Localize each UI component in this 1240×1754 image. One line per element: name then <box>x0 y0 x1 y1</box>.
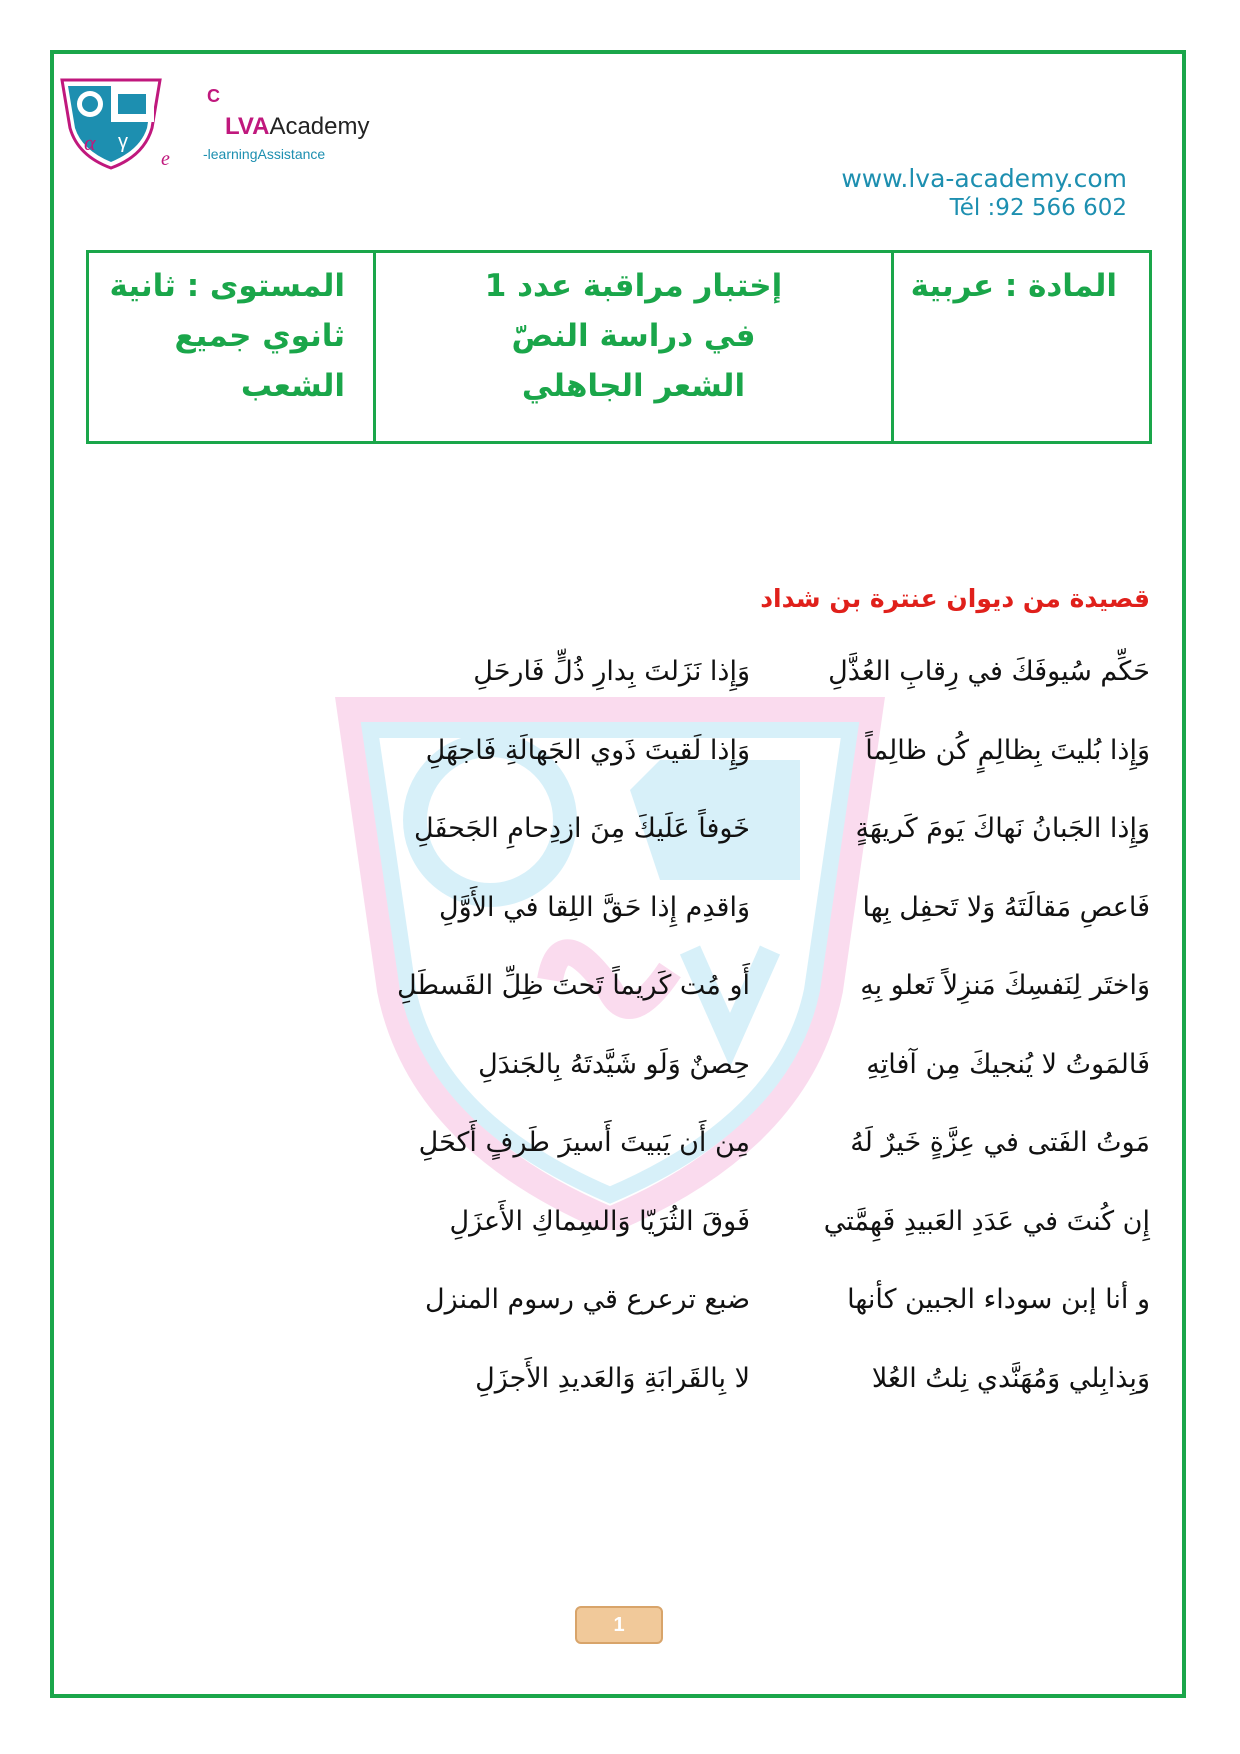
verse-first-hemistich: وَإِذا الجَبانُ نَهاكَ يَومَ كَريهَةٍ <box>855 813 1150 844</box>
exam-title-cell <box>373 253 891 441</box>
brand-lva: LVA <box>225 113 270 140</box>
subject-cell <box>891 253 1149 441</box>
brand-c-letter: C <box>207 86 220 106</box>
verse-first-hemistich: وَبِذابِلي وَمُهَنَّدي نِلتُ العُلا <box>871 1362 1150 1394</box>
verse <box>0 1284 1240 1363</box>
brand-academy: Academy <box>269 113 370 140</box>
brand-name <box>225 113 369 141</box>
phone-number: Tél :92 566 602 <box>949 195 1127 221</box>
subject-label: المادة : عربية <box>910 268 1117 304</box>
verse-second-hemistich: ضبع ترعرع قي رسوم المنزل <box>424 1284 750 1315</box>
exam-info-table <box>86 250 1152 444</box>
verse-second-hemistich: وَإِذا لَقيتَ ذَوي الجَهالَةِ فَاجهَلِ <box>425 734 750 766</box>
verse-second-hemistich: وَإِذا نَزَلتَ بِدارِ ذُلٍّ فَارحَلِ <box>473 656 750 687</box>
website-url: www.lva-academy.com <box>841 164 1127 193</box>
level-line-2: ثانوي جميع الشعب <box>174 318 345 404</box>
verse-second-hemistich: فَوقَ الثُرَيّا وَالسِماكِ الأَعزَلِ <box>449 1205 750 1237</box>
verse-second-hemistich: خَوفاً عَلَيكَ مِنَ ازدِحامِ الجَحفَلِ <box>414 813 750 844</box>
academy-logo <box>60 78 162 170</box>
poem-verses <box>0 656 1240 1441</box>
verse <box>0 656 1240 735</box>
level-cell <box>89 253 373 441</box>
verse <box>0 892 1240 971</box>
level-line-1: المستوى : ثانية <box>109 268 345 304</box>
verse-second-hemistich: لا بِالقَرابَةِ وَالعَديدِ الأَجزَلِ <box>475 1362 750 1394</box>
verse-first-hemistich: وَإِذا بُليتَ بِظالِمٍ كُن ظالِماً <box>865 734 1150 766</box>
verse-first-hemistich: فَاعصِ مَقالَتَهُ وَلا تَحفِل بِها <box>862 891 1150 923</box>
verse-first-hemistich: و أنا إبن سوداء الجبين كأنها <box>847 1284 1150 1315</box>
exam-title-line-3: الشعر الجاهلي <box>521 368 746 404</box>
verse-first-hemistich: حَكِّم سُيوفَكَ في رِقابِ العُذَّلِ <box>828 656 1150 687</box>
verse-second-hemistich: حِصنٌ وَلَو شَيَّدتَهُ بِالجَندَلِ <box>478 1048 750 1080</box>
verse-second-hemistich: وَاقدِم إِذا حَقَّ اللِقا في الأَوَّلِ <box>438 891 750 923</box>
brand-tagline: -learningAssistance <box>203 146 326 162</box>
verse <box>0 1049 1240 1128</box>
svg-text:γ: γ <box>118 131 128 153</box>
verse-second-hemistich: مِن أَن يَبيتَ أَسيرَ طَرفٍ أَكحَلِ <box>418 1127 750 1158</box>
verse-first-hemistich: وَاختَر لِنَفسِكَ مَنزِلاً تَعلو بِهِ <box>860 970 1150 1001</box>
verse <box>0 735 1240 814</box>
verse-second-hemistich: أَو مُت كَريماً تَحتَ ظِلِّ القَسطَلِ <box>397 970 750 1001</box>
verse <box>0 813 1240 892</box>
verse <box>0 970 1240 1049</box>
page-number: 1 <box>575 1606 663 1644</box>
svg-text:α: α <box>84 130 96 155</box>
exam-title-line-1: إختبار مراقبة عدد 1 <box>484 268 783 304</box>
verse-first-hemistich: فَالمَوتُ لا يُنجيكَ مِن آفاتِهِ <box>866 1048 1150 1080</box>
exam-title-line-2: في دراسة النصّ <box>511 318 756 354</box>
verse-first-hemistich: إِن كُنتَ في عَدَدِ العَبيدِ فَهِمَّتي <box>823 1205 1150 1237</box>
verse <box>0 1363 1240 1442</box>
brand-e-letter: e <box>161 148 170 170</box>
verse <box>0 1206 1240 1285</box>
verse <box>0 1127 1240 1206</box>
verse-first-hemistich: مَوتُ الفَتى في عِزَّةٍ خَيرٌ لَهُ <box>850 1127 1150 1158</box>
poem-title: قصيدة من ديوان عنترة بن شداد <box>760 584 1150 613</box>
